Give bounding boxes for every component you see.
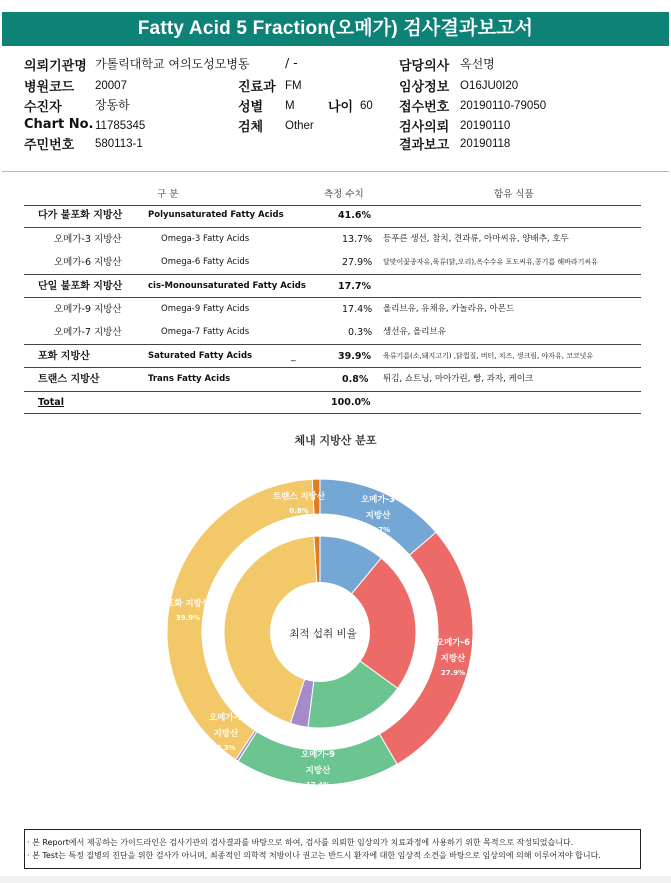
hospital-code-value: 20007 [95,80,127,92]
row-foods: 올리브유, 유채유, 카놀라유, 아몬드 [383,304,515,314]
sex-label: 성별 [238,100,264,115]
dept-value: FM [285,80,302,92]
row-label-kr: 오메가-9 지방산 [54,304,122,315]
recipient-value: 장동하 [95,98,130,112]
footer-band [0,876,671,883]
request-value: 20190110 [460,120,511,132]
row-extra: _ [291,351,296,362]
row-label-en: Trans Fatty Acids [148,374,231,384]
doctor-value: 옥선명 [460,57,495,71]
row-label-en: Omega-9 Fatty Acids [161,304,250,314]
row-label-en: cis-Monounsaturated Fatty Acids [148,281,306,291]
row-label-kr: 다가 불포화 지방산 [38,210,123,221]
row-label-en: Saturated Fatty Acids [148,351,253,361]
specimen-label: 검체 [238,120,264,135]
report-date-label: 결과보고 [399,138,450,153]
row-value: 0.8% [342,374,369,385]
row-label-en: Polyunsaturated Fatty Acids [148,210,284,220]
header-value: 측정 수치 [324,189,364,200]
row-label-kr: 단일 불포화 지방산 [38,281,123,292]
header-category: 구 분 [157,189,179,200]
label-omega6: 오메가-6 [435,638,471,648]
institution-label: 의뢰기관명 [24,59,87,74]
label-omega3: 오메가-3 [360,495,396,505]
sex-value: M [285,100,295,112]
report-title: Fatty Acid 5 Fraction(오메가) 검사결과보고서 [2,12,669,46]
label-omega7-b: 지방산 [213,729,239,739]
label-saturated-value: 39.9% [175,614,201,622]
age-value: 60 [360,100,373,112]
label-omega9-value: 17.4% [305,781,331,789]
row-value: 13.7% [342,234,373,245]
row-value: 17.7% [338,281,371,292]
total-value: 100.0% [331,397,371,408]
chart-title: 체내 지방산 분포 [294,434,377,447]
label-omega7: 오메가-7 [208,713,244,723]
row-label-en: Omega-7 Fatty Acids [161,327,250,337]
row-foods: 튀김, 쇼트닝, 마아가린, 빵, 과자, 케이크 [383,374,534,384]
row-value: 39.9% [338,351,371,362]
label-omega9: 오메가-9 [300,750,336,760]
row-label-kr: 포화 지방산 [38,351,90,362]
row-value: 0.3% [348,327,373,338]
chart-no-value: 11785345 [95,120,146,132]
receipt-value: 20190110-79050 [460,100,547,112]
ward-value: / - [285,55,298,70]
label-omega6-value: 27.9% [440,669,466,677]
label-trans: 트랜스 지방산 [272,492,326,502]
label-saturated: 포화 지방산 [165,599,211,609]
note-line: · 본 Report에서 제공하는 가이드라인은 검사기관의 검사결과를 바탕으로 하여, 검사를 의뢰한 임상의가 치료과정에 사용하기 위한 목적으로 작성되었습니다. [27,838,574,847]
report-date-value: 20190118 [460,138,511,150]
dept-label: 진료과 [238,80,276,95]
row-label-kr: 트랜스 지방산 [38,374,100,385]
row-label-en: Omega-6 Fatty Acids [161,257,250,267]
clinical-label: 임상정보 [399,80,450,95]
row-foods: 달맞이꽃종자유,육류(닭,오리),옥수수유 포도씨유,콩기름 해바라기씨유 [383,258,598,266]
total-label: Total [38,397,64,408]
label-omega9-b: 지방산 [305,766,331,776]
row-foods: 생선유, 올리브유 [383,327,446,337]
row-label-en: Omega-3 Fatty Acids [161,234,250,244]
center-label: 최적 섭취 비율 [289,628,357,640]
header-foods: 함유 식품 [494,189,534,200]
label-trans-value: 0.8% [289,507,309,515]
row-foods: 등푸른 생선, 참치, 견과류, 아마씨유, 양배추, 호두 [383,234,569,244]
label-omega3-value: 13.7% [365,526,391,534]
label-omega7-value: 0.3% [216,744,236,752]
institution-value: 가톨릭대학교 여의도성모병동 [95,57,250,71]
request-label: 검사의뢰 [399,120,450,135]
hospital-code-label: 병원코드 [24,80,75,95]
recipient-label: 수진자 [24,100,62,115]
row-foods: 육류기름(소,돼지고기) ,닭껍질, 버터, 치즈, 생크림, 야자유, 코코넛유 [383,352,594,360]
row-value: 41.6% [338,210,371,221]
row-value: 17.4% [342,304,373,315]
chart-no-label: Chart No. [24,117,94,132]
clinical-value: O16JU0I20 [460,80,519,92]
doctor-label: 담당의사 [399,59,450,74]
note-line: · 본 Test는 특정 질병의 진단을 위한 검사가 아니며, 최종적인 의학적 처방이나 권고는 반드시 환자에 대한 임상적 소견을 바탕으로 임상의에 의해 이루어져야 합니다. [27,851,601,860]
id-label: 주민번호 [24,138,75,153]
row-value: 27.9% [342,257,373,268]
label-omega6-b: 지방산 [440,654,466,664]
row-label-kr: 오메가-6 지방산 [54,257,122,268]
id-value: 580113-1 [95,138,143,150]
specimen-value: Other [285,120,314,132]
disclaimer-notes [24,829,641,869]
receipt-label: 접수번호 [399,100,450,115]
row-label-kr: 오메가-7 지방산 [54,327,122,338]
label-omega3-b: 지방산 [365,511,391,521]
age-label: 나이 [328,100,354,115]
row-label-kr: 오메가-3 지방산 [54,234,122,245]
